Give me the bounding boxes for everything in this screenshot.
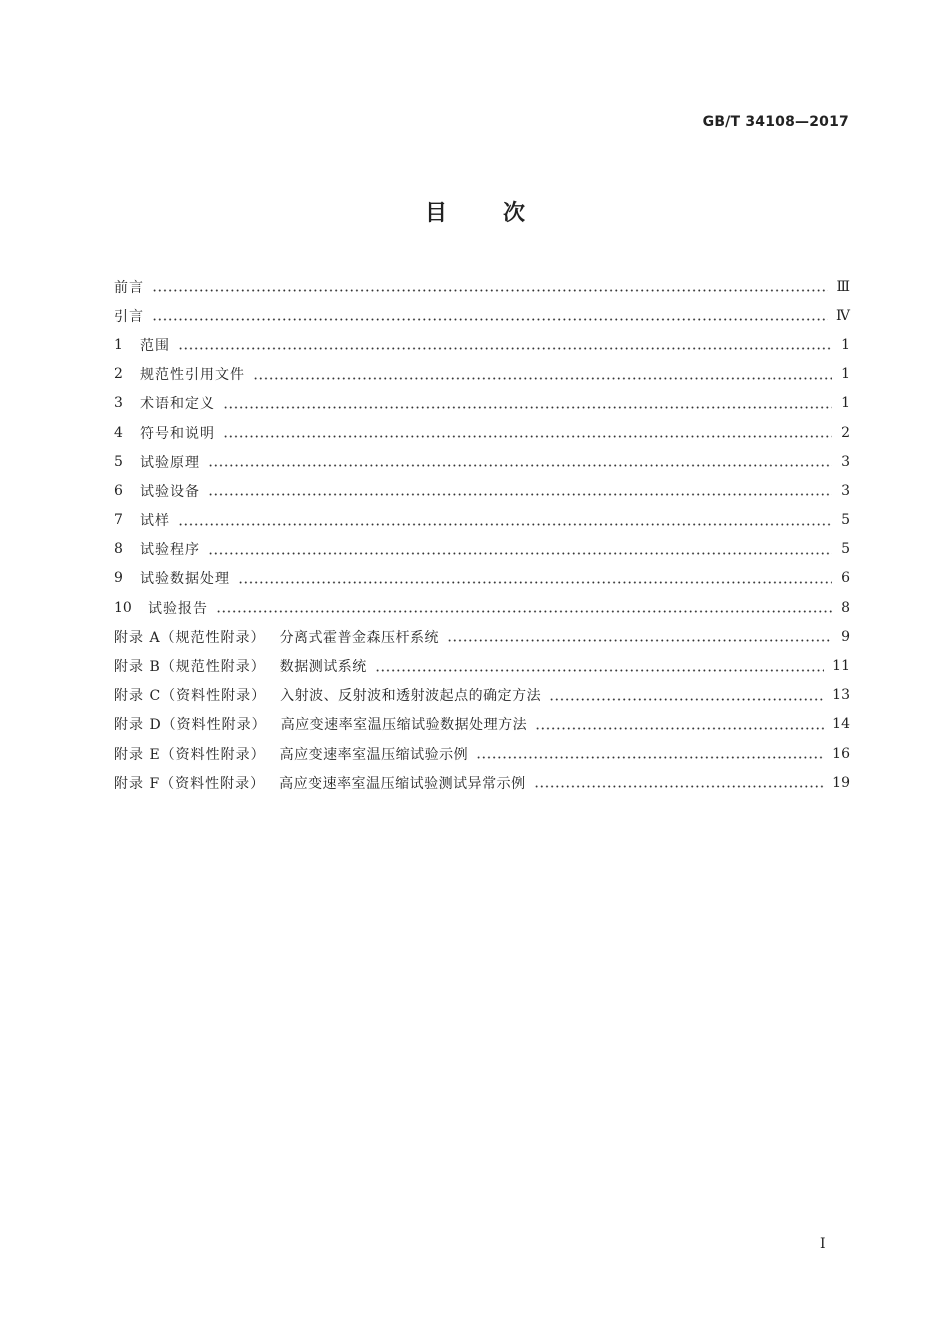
toc-entry-number: 7: [114, 512, 123, 529]
toc-entry-number: 1: [114, 336, 123, 353]
toc-entry-label: 附录 F（资料性附录）: [114, 775, 266, 792]
dot-leader: [208, 552, 832, 555]
toc-entry-page: Ⅳ: [836, 307, 850, 324]
toc-entry-label: 术语和定义: [140, 396, 215, 413]
toc-entry-label: 试验程序: [140, 542, 200, 559]
toc-entry-number: 2: [114, 366, 123, 383]
toc-entry-label: 附录 C（资料性附录）: [114, 688, 267, 705]
toc-entry[interactable]: [114, 476, 850, 505]
toc-entry-label: 试样: [140, 513, 170, 530]
toc-entry-page: 1: [841, 395, 850, 412]
toc-entry-subtitle: 高应变速率室温压缩试验示例: [279, 746, 469, 763]
dot-leader: [152, 318, 828, 321]
dot-leader: [549, 698, 824, 701]
toc-entry-subtitle: 入射波、反射波和透射波起点的确定方法: [280, 688, 542, 705]
toc-entry-label: 引言: [114, 308, 144, 325]
toc-entry-page: 19: [832, 774, 850, 791]
toc-entry[interactable]: [114, 622, 850, 651]
dot-leader: [208, 493, 832, 496]
page-folio: Ⅰ: [820, 1236, 826, 1252]
toc-entry-page: 5: [841, 512, 850, 529]
dot-leader: [223, 435, 832, 438]
toc-entry[interactable]: [114, 710, 850, 739]
toc-entry-label: 试验报告: [148, 600, 208, 617]
dot-leader: [534, 785, 825, 788]
toc-entry[interactable]: [114, 506, 850, 535]
toc-entry-label: 试验数据处理: [140, 571, 230, 588]
toc-entry-page: 2: [841, 424, 850, 441]
toc-entry[interactable]: [114, 768, 850, 797]
dot-leader: [178, 523, 832, 526]
toc-entry[interactable]: [114, 272, 850, 301]
toc-entry-label: 试验原理: [140, 454, 200, 471]
toc-entry-page: 13: [832, 687, 850, 704]
toc-entry[interactable]: [114, 564, 850, 593]
toc-entry-subtitle: 数据测试系统: [279, 659, 367, 676]
toc-entry-page: 8: [841, 599, 850, 616]
dot-leader: [238, 581, 832, 584]
toc-entry-label: 规范性引用文件: [140, 367, 245, 384]
dot-leader: [216, 610, 832, 613]
toc-entry[interactable]: [114, 651, 850, 680]
toc-entry-page: 5: [841, 541, 850, 558]
standard-code: GB/T 34108—2017: [702, 114, 849, 130]
toc-entry-page: 14: [832, 716, 850, 733]
toc-entry-number: 8: [114, 541, 123, 558]
dot-leader: [253, 377, 832, 380]
toc-entry-number: 6: [114, 482, 123, 499]
toc-entry-page: 3: [841, 482, 850, 499]
toc-entry-label: 附录 D（资料性附录）: [114, 717, 267, 734]
toc-entry-number: 4: [114, 424, 123, 441]
dot-leader: [208, 464, 832, 467]
title-char-1: 目: [424, 201, 447, 226]
toc-entry-label: 符号和说明: [140, 425, 215, 442]
toc-entry[interactable]: [114, 418, 850, 447]
toc-entry-subtitle: 分离式霍普金森压杆系统: [279, 629, 440, 646]
toc-entry-label: 范围: [140, 337, 170, 354]
toc-entry-number: 3: [114, 395, 123, 412]
dot-leader: [223, 406, 832, 409]
toc-entry-page: 6: [841, 570, 850, 587]
dot-leader: [375, 669, 824, 672]
dot-leader: [178, 347, 832, 350]
dot-leader: [476, 756, 824, 759]
toc-entry-label: 附录 E（资料性附录）: [114, 746, 266, 763]
toc-entry-page: 3: [841, 453, 850, 470]
toc-entry-page: 16: [832, 745, 850, 762]
toc-entry-number: 5: [114, 453, 123, 470]
toc-entry-label: 附录 B（规范性附录）: [114, 659, 266, 676]
toc-entry-label: 前言: [114, 279, 144, 296]
page-title: [0, 196, 950, 227]
toc-entry-page: 1: [841, 366, 850, 383]
toc-entry-page: 11: [832, 658, 850, 675]
toc-entry-page: 1: [841, 336, 850, 353]
toc-entry[interactable]: [114, 447, 850, 476]
toc-entry[interactable]: [114, 330, 850, 359]
toc-entry-label: 试验设备: [140, 483, 200, 500]
toc-entry-page: 9: [841, 628, 850, 645]
toc-entry[interactable]: [114, 535, 850, 564]
toc-entry[interactable]: [114, 739, 850, 768]
toc-entry[interactable]: [114, 389, 850, 418]
toc-entry-subtitle: 高应变速率室温压缩试验测试异常示例: [279, 775, 526, 792]
table-of-contents: [114, 272, 850, 797]
toc-entry[interactable]: [114, 360, 850, 389]
dot-leader: [152, 289, 828, 292]
toc-entry[interactable]: [114, 301, 850, 330]
dot-leader: [535, 727, 824, 730]
toc-entry-subtitle: 高应变速率室温压缩试验数据处理方法: [280, 717, 528, 734]
dot-leader: [447, 639, 832, 642]
toc-entry[interactable]: [114, 681, 850, 710]
toc-entry-label: 附录 A（规范性附录）: [114, 629, 266, 646]
toc-entry[interactable]: [114, 593, 850, 622]
toc-entry-number: 9: [114, 570, 123, 587]
title-char-2: 次: [503, 201, 526, 226]
toc-entry-page: Ⅲ: [836, 278, 850, 295]
toc-entry-number: 10: [114, 599, 132, 616]
